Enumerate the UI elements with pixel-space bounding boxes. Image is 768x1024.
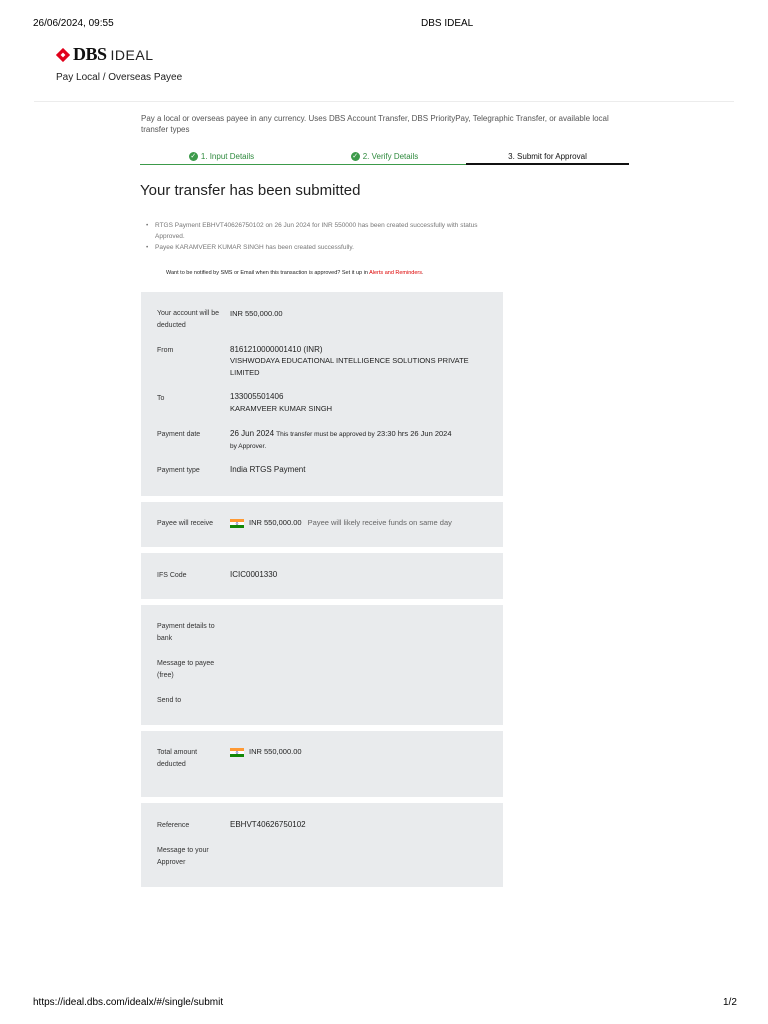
bank-details-label: Payment details to bank [157,623,215,642]
success-heading: Your transfer has been submitted [140,182,361,199]
check-icon: ✓ [352,153,359,160]
to-account-name: KARAMVEER KUMAR SINGH [230,404,333,413]
payee-message-label: Message to payee (free) [157,660,215,679]
progress-steps [140,149,629,165]
total-label: Total amount deducted [157,749,198,768]
bullet-icon: • [146,244,149,251]
step-submit-approval [466,149,629,165]
step-label: 2. Verify Details [362,152,419,161]
to-label: To [157,395,165,402]
india-flag-icon [230,519,244,528]
brand-name: DBS [73,44,107,64]
header-divider [34,101,734,102]
payment-date: 26 Jun 2024 This transfer must be approved by 23:30 hrs 26 Jun 2024 by Approver. [230,429,452,450]
approver-message-label: Message to your Approver [157,847,209,866]
list-item: • Payee KARAMVEER KUMAR SINGH has been created successfully. [146,244,354,251]
ifsc-code: ICIC0001330 [230,570,278,579]
deducted-label: Your account will be deducted [157,310,220,329]
status-messages [146,220,496,253]
ifsc-panel [141,553,503,599]
print-url: https://ideal.dbs.com/idealx/#/single/submit [33,997,224,1008]
send-to-label: Send to [157,697,182,704]
total-panel [141,731,503,797]
payment-type: India RTGS Payment [230,465,306,474]
alerts-reminders-link[interactable]: Alerts and Reminders [369,270,422,276]
page-title: Pay Local / Overseas Payee [56,72,183,83]
approval-deadline: 23:30 hrs 26 Jun 2024 [376,429,452,438]
step-label: 1. Input Details [200,152,255,161]
payment-details-panel [141,605,503,725]
total-amount: INR 550,000.00 [230,746,495,758]
payee-receive-panel [141,502,503,547]
print-page-number: 1/2 [723,997,737,1008]
notify-message: Want to be notified by SMS or Email when this transaction is approved? Set it up in Alerts and Reminders. [166,270,424,276]
step-input-details [140,149,303,165]
reference-label: Reference [157,822,190,829]
reference-panel [141,803,503,887]
payee-receive-label: Payee will receive [157,520,214,527]
ifsc-label: IFS Code [157,572,187,579]
list-item: • RTGS Payment EBHVT40626750102 on 26 Jun 2024 for INR 550000 has been created successfully with status Approved. [146,222,478,240]
payee-receive-amount: INR 550,000.00 Payee will likely receive funds on same day [230,517,495,529]
step-label: 3. Submit for Approval [508,151,587,161]
print-title: DBS IDEAL [421,18,474,29]
brand-product: IDEAL [110,46,154,63]
to-account: 133005501406 [230,392,284,401]
bullet-icon: • [146,222,149,229]
from-account-name: VISHWODAYA EDUCATIONAL INTELLIGENCE SOLUTIONS PRIVATE LIMITED [230,356,469,377]
from-label: From [157,347,174,354]
dbs-star-icon [56,48,70,62]
payment-type-label: Payment type [157,467,200,474]
print-datetime: 26/06/2024, 09:55 [33,18,114,29]
payment-date-label: Payment date [157,431,201,438]
deducted-amount: INR 550,000.00 [230,309,283,318]
check-icon: ✓ [190,153,197,160]
dbs-logo[interactable] [56,44,153,65]
step-verify-details [303,149,466,165]
transfer-summary-panel [141,292,503,496]
from-account: 8161210000001410 (INR) [230,345,323,354]
reference-number: EBHVT40626750102 [230,820,306,829]
page-description: Pay a local or overseas payee in any currency. Uses DBS Account Transfer, DBS PriorityPay, Telegraphic Transfer, or available local transfer types [141,114,609,134]
india-flag-icon [230,748,244,757]
